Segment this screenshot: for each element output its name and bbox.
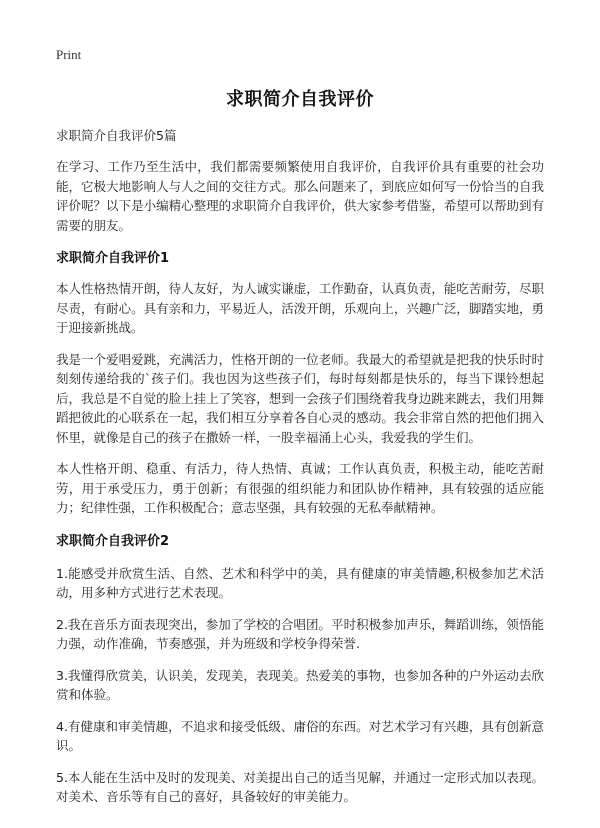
section-2-item-3: 3.我懂得欣赏美，认识美，发现美，表现美。热爱美的事物，也参加各种的户外运动去欣赏和体验。 bbox=[56, 667, 544, 702]
section-2-item-4: 4.有健康和审美情趣，不追求和接受低级、庸俗的东西。对艺术学习有兴趣，具有创新意识。 bbox=[56, 718, 544, 753]
section-2-item-2: 2.我在音乐方面表现突出，参加了学校的合唱团。平时积极参加声乐，舞蹈训练，领悟能力强，动作准确，节奏感强，并为班级和学校争得荣誉. bbox=[56, 616, 544, 651]
section-heading-2: 求职简介自我评价2 bbox=[56, 533, 170, 549]
section-1-paragraph-1: 本人性格热情开朗，待人友好，为人诚实谦虚，工作勤奋，认真负责，能吃苦耐劳，尽职尽责，有耐心。具有亲和力，平易近人，活泼开朗，乐观向上，兴趣广泛，脚踏实地，勇于迎接新挑战。 bbox=[56, 281, 544, 335]
document-subtitle: 求职简介自我评价5篇 bbox=[56, 128, 177, 143]
section-heading-1: 求职简介自我评价1 bbox=[56, 251, 170, 266]
intro-paragraph: 在学习、工作乃至生活中，我们都需要频繁使用自我评价，自我评价具有重要的社会功能，它极大地影响人与人之间的交往方式。那么问题来了，到底应如何写一份恰当的自我评价呢？以下是小编精心整理的求职简介自我评价，供大家参考借鉴，希望可以帮助到有需要的朋友。 bbox=[56, 159, 544, 233]
section-2-item-1: 1.能感受并欣赏生活、自然、艺术和科学中的美，具有健康的审美情趣,积极参加艺术活动，用多种方式进行艺术表现。 bbox=[56, 565, 544, 600]
page-title: 求职简介自我评价 bbox=[226, 89, 374, 110]
section-1-paragraph-2: 我是一个爱唱爱跳，充满活力，性格开朗的一位老师。我最大的希望就是把我的快乐时时刻刻传递给我的`孩子们。我也因为这些孩子们，每时每刻都是快乐的，每当下课铃想起后，我总是不自觉的脸上挂上了笑容，想到一会孩子们围绕着我身边跳来跳去，我们用舞蹈把彼此的心联系在一起，我们相互分享着各自心灵的感动。我会非常自然的把他们拥入怀里，就像是自己的孩子在撒娇一样，一股幸福涌上心头，我爱我的学生们。 bbox=[56, 351, 544, 445]
section-2-item-5: 5.本人能在生活中及时的发现美、对美提出自己的适当见解，并通过一定形式加以表现。对美术、音乐等有自己的喜好，具备较好的审美能力。 bbox=[56, 769, 544, 804]
section-1-paragraph-3: 本人性格开朗、稳重、有活力，待人热情、真诚；工作认真负责，积极主动，能吃苦耐劳，用于承受压力，勇于创新；有很强的组织能力和团队协作精神，具有较强的适应能力；纪律性强，工作积极配合；意志坚强，具有较强的无私奉献精神。 bbox=[56, 461, 544, 515]
print-link[interactable]: Print bbox=[56, 47, 82, 62]
